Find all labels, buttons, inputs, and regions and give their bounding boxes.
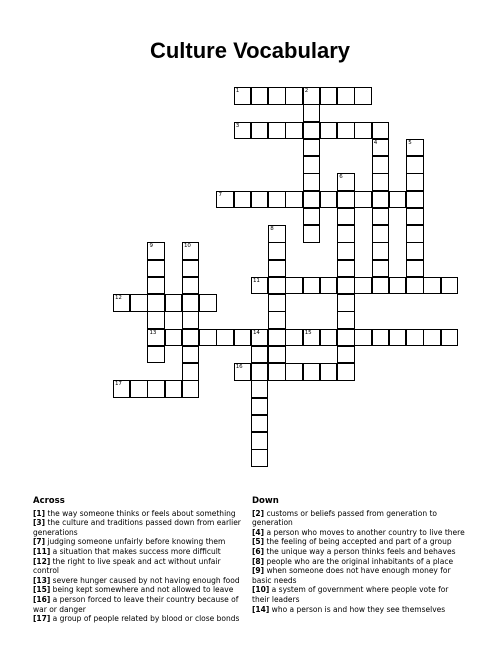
across-clue-3 xyxy=(33,518,245,537)
grid-cell[interactable] xyxy=(251,363,269,381)
grid-cell[interactable] xyxy=(182,363,200,381)
across-clue-11 xyxy=(33,547,245,557)
grid-cell[interactable] xyxy=(372,329,390,347)
across-clue-15 xyxy=(33,585,245,595)
cell-number: 6 xyxy=(339,174,343,181)
grid-cell[interactable] xyxy=(268,260,286,278)
grid-cell[interactable] xyxy=(337,242,355,260)
grid-cell[interactable] xyxy=(320,329,338,347)
grid-cell[interactable] xyxy=(354,329,372,347)
clue-number: [2] xyxy=(252,508,265,518)
grid-cell[interactable] xyxy=(354,87,372,105)
clue-number: [1] xyxy=(33,508,46,518)
grid-cell[interactable] xyxy=(130,294,148,312)
grid-cell[interactable] xyxy=(234,87,252,105)
clue-number: [11] xyxy=(33,546,51,556)
grid-cell[interactable] xyxy=(268,242,286,260)
grid-cell[interactable] xyxy=(406,208,424,226)
grid-cell[interactable] xyxy=(165,329,183,347)
grid-cell[interactable] xyxy=(285,277,303,295)
clue-text: being kept somewhere and not allowed to leave xyxy=(50,585,234,595)
grid-cell[interactable] xyxy=(182,277,200,295)
cell-number: 17 xyxy=(114,381,122,388)
grid-cell[interactable] xyxy=(406,329,424,347)
grid-cell[interactable] xyxy=(268,225,286,243)
across-clue-list xyxy=(33,509,245,624)
clue-number: [7] xyxy=(33,537,46,547)
grid-cell[interactable] xyxy=(268,329,286,347)
grid-cell[interactable] xyxy=(423,277,441,295)
grid-cell[interactable] xyxy=(182,346,200,364)
grid-cell[interactable] xyxy=(337,173,355,191)
clue-number: [3] xyxy=(33,518,46,528)
grid-cell[interactable] xyxy=(268,294,286,312)
grid-cell[interactable] xyxy=(337,277,355,295)
grid-cell[interactable] xyxy=(182,329,200,347)
cell-number: 2 xyxy=(304,88,309,95)
grid-cell[interactable] xyxy=(216,329,234,347)
grid-cell[interactable] xyxy=(182,242,200,260)
grid-cell[interactable] xyxy=(406,242,424,260)
grid-cell[interactable] xyxy=(182,311,200,329)
grid-cell[interactable] xyxy=(113,380,131,398)
down-clue-list xyxy=(252,509,467,615)
grid-cell[interactable] xyxy=(147,380,165,398)
grid-cell[interactable] xyxy=(285,191,303,209)
cell-number: 13 xyxy=(149,329,157,336)
grid-cell[interactable] xyxy=(372,208,390,226)
grid-cell[interactable] xyxy=(406,173,424,191)
cell-number: 14 xyxy=(252,329,260,336)
grid-cell[interactable] xyxy=(337,208,355,226)
grid-cell[interactable] xyxy=(268,311,286,329)
cell-number: 8 xyxy=(270,226,274,233)
grid-cell[interactable] xyxy=(337,122,355,140)
grid-cell[interactable] xyxy=(303,363,321,381)
grid-cell[interactable] xyxy=(199,294,217,312)
down-clue-2 xyxy=(252,509,467,528)
grid-cell[interactable] xyxy=(251,122,269,140)
grid-cell[interactable] xyxy=(303,225,321,243)
grid-cell[interactable] xyxy=(268,277,286,295)
grid-cell[interactable] xyxy=(406,225,424,243)
grid-cell[interactable] xyxy=(389,277,407,295)
clue-text: severe hunger caused by not having enough food xyxy=(50,575,240,585)
clue-text: a situation that makes success more difficult xyxy=(50,546,221,556)
grid-cell[interactable] xyxy=(268,87,286,105)
grid-cell[interactable] xyxy=(303,156,321,174)
grid-cell[interactable] xyxy=(147,346,165,364)
cell-number: 12 xyxy=(114,295,122,302)
down-clue-14 xyxy=(252,605,467,615)
cell-number: 3 xyxy=(235,122,240,129)
clue-number: [9] xyxy=(252,566,265,576)
clue-text: when someone does not have enough money for basic needs xyxy=(252,566,451,585)
clue-text: a group of people related by blood or close bonds xyxy=(50,614,240,624)
cell-number: 11 xyxy=(252,277,260,284)
grid-cell[interactable] xyxy=(268,122,286,140)
grid-cell[interactable] xyxy=(337,363,355,381)
grid-cell[interactable] xyxy=(320,191,338,209)
cell-number: 10 xyxy=(183,243,191,250)
grid-cell[interactable] xyxy=(182,294,200,312)
clue-text: a person who moves to another country to live there xyxy=(264,527,465,537)
clue-number: [13] xyxy=(33,575,51,585)
clue-text: the culture and traditions passed down from earlier generations xyxy=(33,518,241,537)
clue-number: [12] xyxy=(33,556,51,566)
grid-cell[interactable] xyxy=(216,191,234,209)
grid-cell[interactable] xyxy=(147,311,165,329)
grid-cell[interactable] xyxy=(285,87,303,105)
page-title: Culture Vocabulary xyxy=(149,38,351,63)
grid-cell[interactable] xyxy=(320,87,338,105)
grid-cell[interactable] xyxy=(441,277,459,295)
across-clue-1 xyxy=(33,509,245,519)
grid-cell[interactable] xyxy=(113,294,131,312)
grid-cell[interactable] xyxy=(165,294,183,312)
grid-cell[interactable] xyxy=(372,225,390,243)
down-heading: Down xyxy=(252,496,279,506)
grid-cell[interactable] xyxy=(285,329,303,347)
grid-cell[interactable] xyxy=(354,191,372,209)
grid-cell[interactable] xyxy=(234,122,252,140)
grid-cell[interactable] xyxy=(268,191,286,209)
grid-cell[interactable] xyxy=(406,156,424,174)
grid-cell[interactable] xyxy=(372,122,390,140)
clue-text: the feeling of being accepted and part of a group xyxy=(264,537,452,547)
grid-cell[interactable] xyxy=(406,277,424,295)
cell-number: 7 xyxy=(218,191,222,198)
grid-cell[interactable] xyxy=(251,277,269,295)
grid-cell[interactable] xyxy=(182,380,200,398)
grid-cell[interactable] xyxy=(303,208,321,226)
clue-text: customs or beliefs passed from generation to generation xyxy=(252,508,437,528)
grid-cell[interactable] xyxy=(147,294,165,312)
grid-cell[interactable] xyxy=(354,277,372,295)
grid-cell[interactable] xyxy=(337,311,355,329)
grid-cell[interactable] xyxy=(406,260,424,278)
clue-number: [8] xyxy=(252,556,265,566)
grid-cell[interactable] xyxy=(303,329,321,347)
clue-number: [5] xyxy=(252,537,265,547)
grid-cell[interactable] xyxy=(372,260,390,278)
across-clue-13 xyxy=(33,576,245,586)
grid-cell[interactable] xyxy=(406,191,424,209)
clue-number: [4] xyxy=(252,527,265,537)
grid-cell[interactable] xyxy=(251,329,269,347)
cell-number: 9 xyxy=(149,243,153,250)
grid-cell[interactable] xyxy=(251,191,269,209)
grid-cell[interactable] xyxy=(441,329,459,347)
grid-cell[interactable] xyxy=(234,329,252,347)
clue-text: people who are the original inhabitants of a place xyxy=(264,556,454,566)
grid-cell[interactable] xyxy=(147,277,165,295)
grid-cell[interactable] xyxy=(423,329,441,347)
clue-text: the unique way a person thinks feels and behaves xyxy=(264,546,456,556)
across-clue-12 xyxy=(33,557,245,576)
grid-cell[interactable] xyxy=(251,380,269,398)
grid-cell[interactable] xyxy=(251,449,269,467)
grid-cell[interactable] xyxy=(372,156,390,174)
across-clue-7 xyxy=(33,537,245,547)
grid-cell[interactable] xyxy=(337,260,355,278)
grid-cell[interactable] xyxy=(268,346,286,364)
grid-cell[interactable] xyxy=(251,432,269,450)
down-clue-5 xyxy=(252,537,467,547)
clue-number: [10] xyxy=(252,585,270,595)
clue-text: who a person is and how they see themselves xyxy=(269,604,446,614)
grid-cell[interactable] xyxy=(354,122,372,140)
grid-cell[interactable] xyxy=(337,329,355,347)
down-clue-4 xyxy=(252,528,467,538)
grid-cell[interactable] xyxy=(251,415,269,433)
cell-number: 5 xyxy=(408,139,412,146)
down-clue-8 xyxy=(252,557,467,567)
grid-cell[interactable] xyxy=(251,346,269,364)
grid-cell[interactable] xyxy=(182,260,200,278)
grid-cell[interactable] xyxy=(165,380,183,398)
clue-text: judging someone unfairly before knowing them xyxy=(45,537,226,547)
grid-cell[interactable] xyxy=(130,380,148,398)
grid-cell[interactable] xyxy=(389,191,407,209)
clue-number: [17] xyxy=(33,614,51,624)
grid-cell[interactable] xyxy=(303,104,321,122)
clue-text: a person forced to leave their country because of war or danger xyxy=(33,594,239,614)
cell-number: 16 xyxy=(235,364,243,371)
down-clues xyxy=(252,497,467,614)
grid-cell[interactable] xyxy=(320,363,338,381)
clue-number: [15] xyxy=(33,585,51,595)
grid-cell[interactable] xyxy=(372,191,390,209)
across-clue-17 xyxy=(33,614,245,624)
cell-number: 15 xyxy=(304,329,312,336)
across-clue-16 xyxy=(33,595,245,614)
clue-text: the right to live speak and act without unfair control xyxy=(33,556,221,576)
grid-cell[interactable] xyxy=(372,139,390,157)
across-heading: Across xyxy=(33,496,65,506)
clue-number: [16] xyxy=(33,594,51,604)
down-clue-6 xyxy=(252,547,467,557)
grid-cell[interactable] xyxy=(303,122,321,140)
grid-cell[interactable] xyxy=(303,277,321,295)
grid-cell[interactable] xyxy=(337,225,355,243)
grid-cell[interactable] xyxy=(303,87,321,105)
grid-cell[interactable] xyxy=(147,242,165,260)
grid-cell[interactable] xyxy=(337,87,355,105)
across-clues xyxy=(33,497,245,624)
grid-cell[interactable] xyxy=(320,277,338,295)
grid-cell[interactable] xyxy=(372,242,390,260)
grid-cell[interactable] xyxy=(303,139,321,157)
grid-cell[interactable] xyxy=(406,139,424,157)
clue-number: [6] xyxy=(252,546,265,556)
grid-cell[interactable] xyxy=(303,191,321,209)
grid-cell[interactable] xyxy=(199,329,217,347)
cell-number: 1 xyxy=(235,88,240,95)
grid-cell[interactable] xyxy=(251,398,269,416)
grid-cell[interactable] xyxy=(337,294,355,312)
grid-cell[interactable] xyxy=(372,173,390,191)
grid-cell[interactable] xyxy=(285,122,303,140)
grid-cell[interactable] xyxy=(234,191,252,209)
grid-cell[interactable] xyxy=(337,191,355,209)
down-clue-9 xyxy=(252,566,467,585)
grid-cell[interactable] xyxy=(147,260,165,278)
grid-cell[interactable] xyxy=(251,87,269,105)
cell-number: 4 xyxy=(373,139,378,146)
grid-cell[interactable] xyxy=(234,363,252,381)
grid-cell[interactable] xyxy=(337,346,355,364)
grid-cell[interactable] xyxy=(147,329,165,347)
grid-cell[interactable] xyxy=(320,122,338,140)
clue-text: a system of government where people vote for their leaders xyxy=(252,585,449,604)
grid-cell[interactable] xyxy=(389,329,407,347)
grid-cell[interactable] xyxy=(285,363,303,381)
clue-number: [14] xyxy=(252,604,270,614)
grid-cell[interactable] xyxy=(372,277,390,295)
grid-cell[interactable] xyxy=(268,363,286,381)
clue-text: the way someone thinks or feels about something xyxy=(45,508,236,518)
down-clue-10 xyxy=(252,585,467,604)
grid-cell[interactable] xyxy=(303,173,321,191)
